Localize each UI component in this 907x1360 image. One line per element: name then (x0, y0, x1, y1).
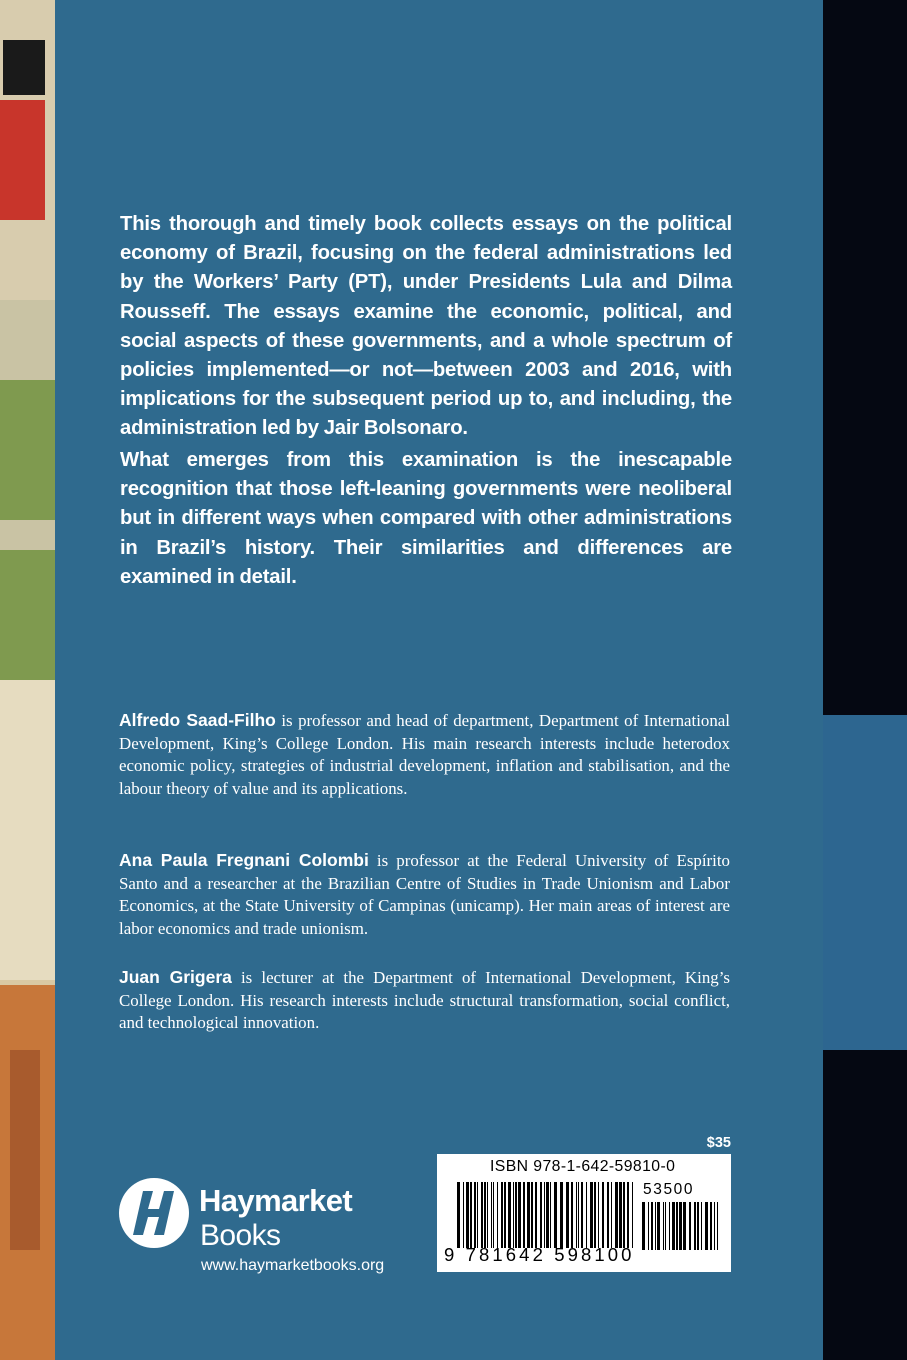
author-bio-1 (119, 709, 730, 800)
dark-edge-block-bottom (823, 1050, 907, 1360)
dark-edge-block-top (823, 0, 907, 715)
blurb-paragraph-2: What emerges from this examination is the inescapable recognition that those left-leaning governments were neoliberal but in different ways when compared with other administrations in Brazil’s history. Their similarities and differences are examined in detail. (120, 449, 732, 588)
addon-barcode-bars (642, 1202, 722, 1250)
author-name: Juan Grigera (119, 967, 232, 987)
isbn-label: ISBN 978-1-642-59810-0 (490, 1158, 676, 1175)
author-name: Alfredo Saad-Filho (119, 710, 276, 730)
ean-barcode-bars (457, 1182, 637, 1248)
publisher-name-line2: Books (200, 1219, 281, 1252)
author-bio-2 (119, 849, 730, 940)
haymarket-logo-icon (117, 1176, 191, 1250)
author-name: Ana Paula Fregnani Colombi (119, 850, 369, 870)
price-label: $35 (706, 1135, 731, 1151)
publisher-url: www.haymarketbooks.org (201, 1257, 385, 1274)
author-bio-text: is professor at the Federal University of Espírito Santo and a researcher at the Brazilian Centre of Studies in Trade Unionism and Labor Economics, at the State University of Campinas (unicamp). Her main areas of interest are labor economics and trade unionism. (119, 851, 730, 938)
spine-illustration (0, 0, 55, 1360)
ean-number: 9 781642 598100 (444, 1244, 635, 1265)
author-bio-3 (119, 966, 730, 1035)
publisher-name: Haymarket (199, 1183, 353, 1218)
barcode-addon-number: 53500 (643, 1181, 695, 1198)
author-bio-text: is lecturer at the Department of International Development, King’s College London. His research interests include structural transformation, social conflict, and technological innovation. (119, 968, 730, 1033)
isbn-barcode (437, 1154, 731, 1272)
blurb-paragraph-1: This thorough and timely book collects essays on the political economy of Brazil, focusing on the federal administrations led by the Workers’ Party (PT), under Presidents Lula and Dilma Rousseff. The essays examine the economic, political, and social aspects of these governments, and a whole spectrum of policies implemented—or not—between 2003 and 2016, with implications for the subsequent period up to, and including, the administration led by Jair Bolsonaro. (120, 213, 732, 440)
author-bio-text: is professor and head of department, Department of International Development, King’s College London. His main research interests include heterodox economic policy, strategies of industrial development, inflation and stabilisation, and the labour theory of value and its applications. (119, 711, 730, 798)
